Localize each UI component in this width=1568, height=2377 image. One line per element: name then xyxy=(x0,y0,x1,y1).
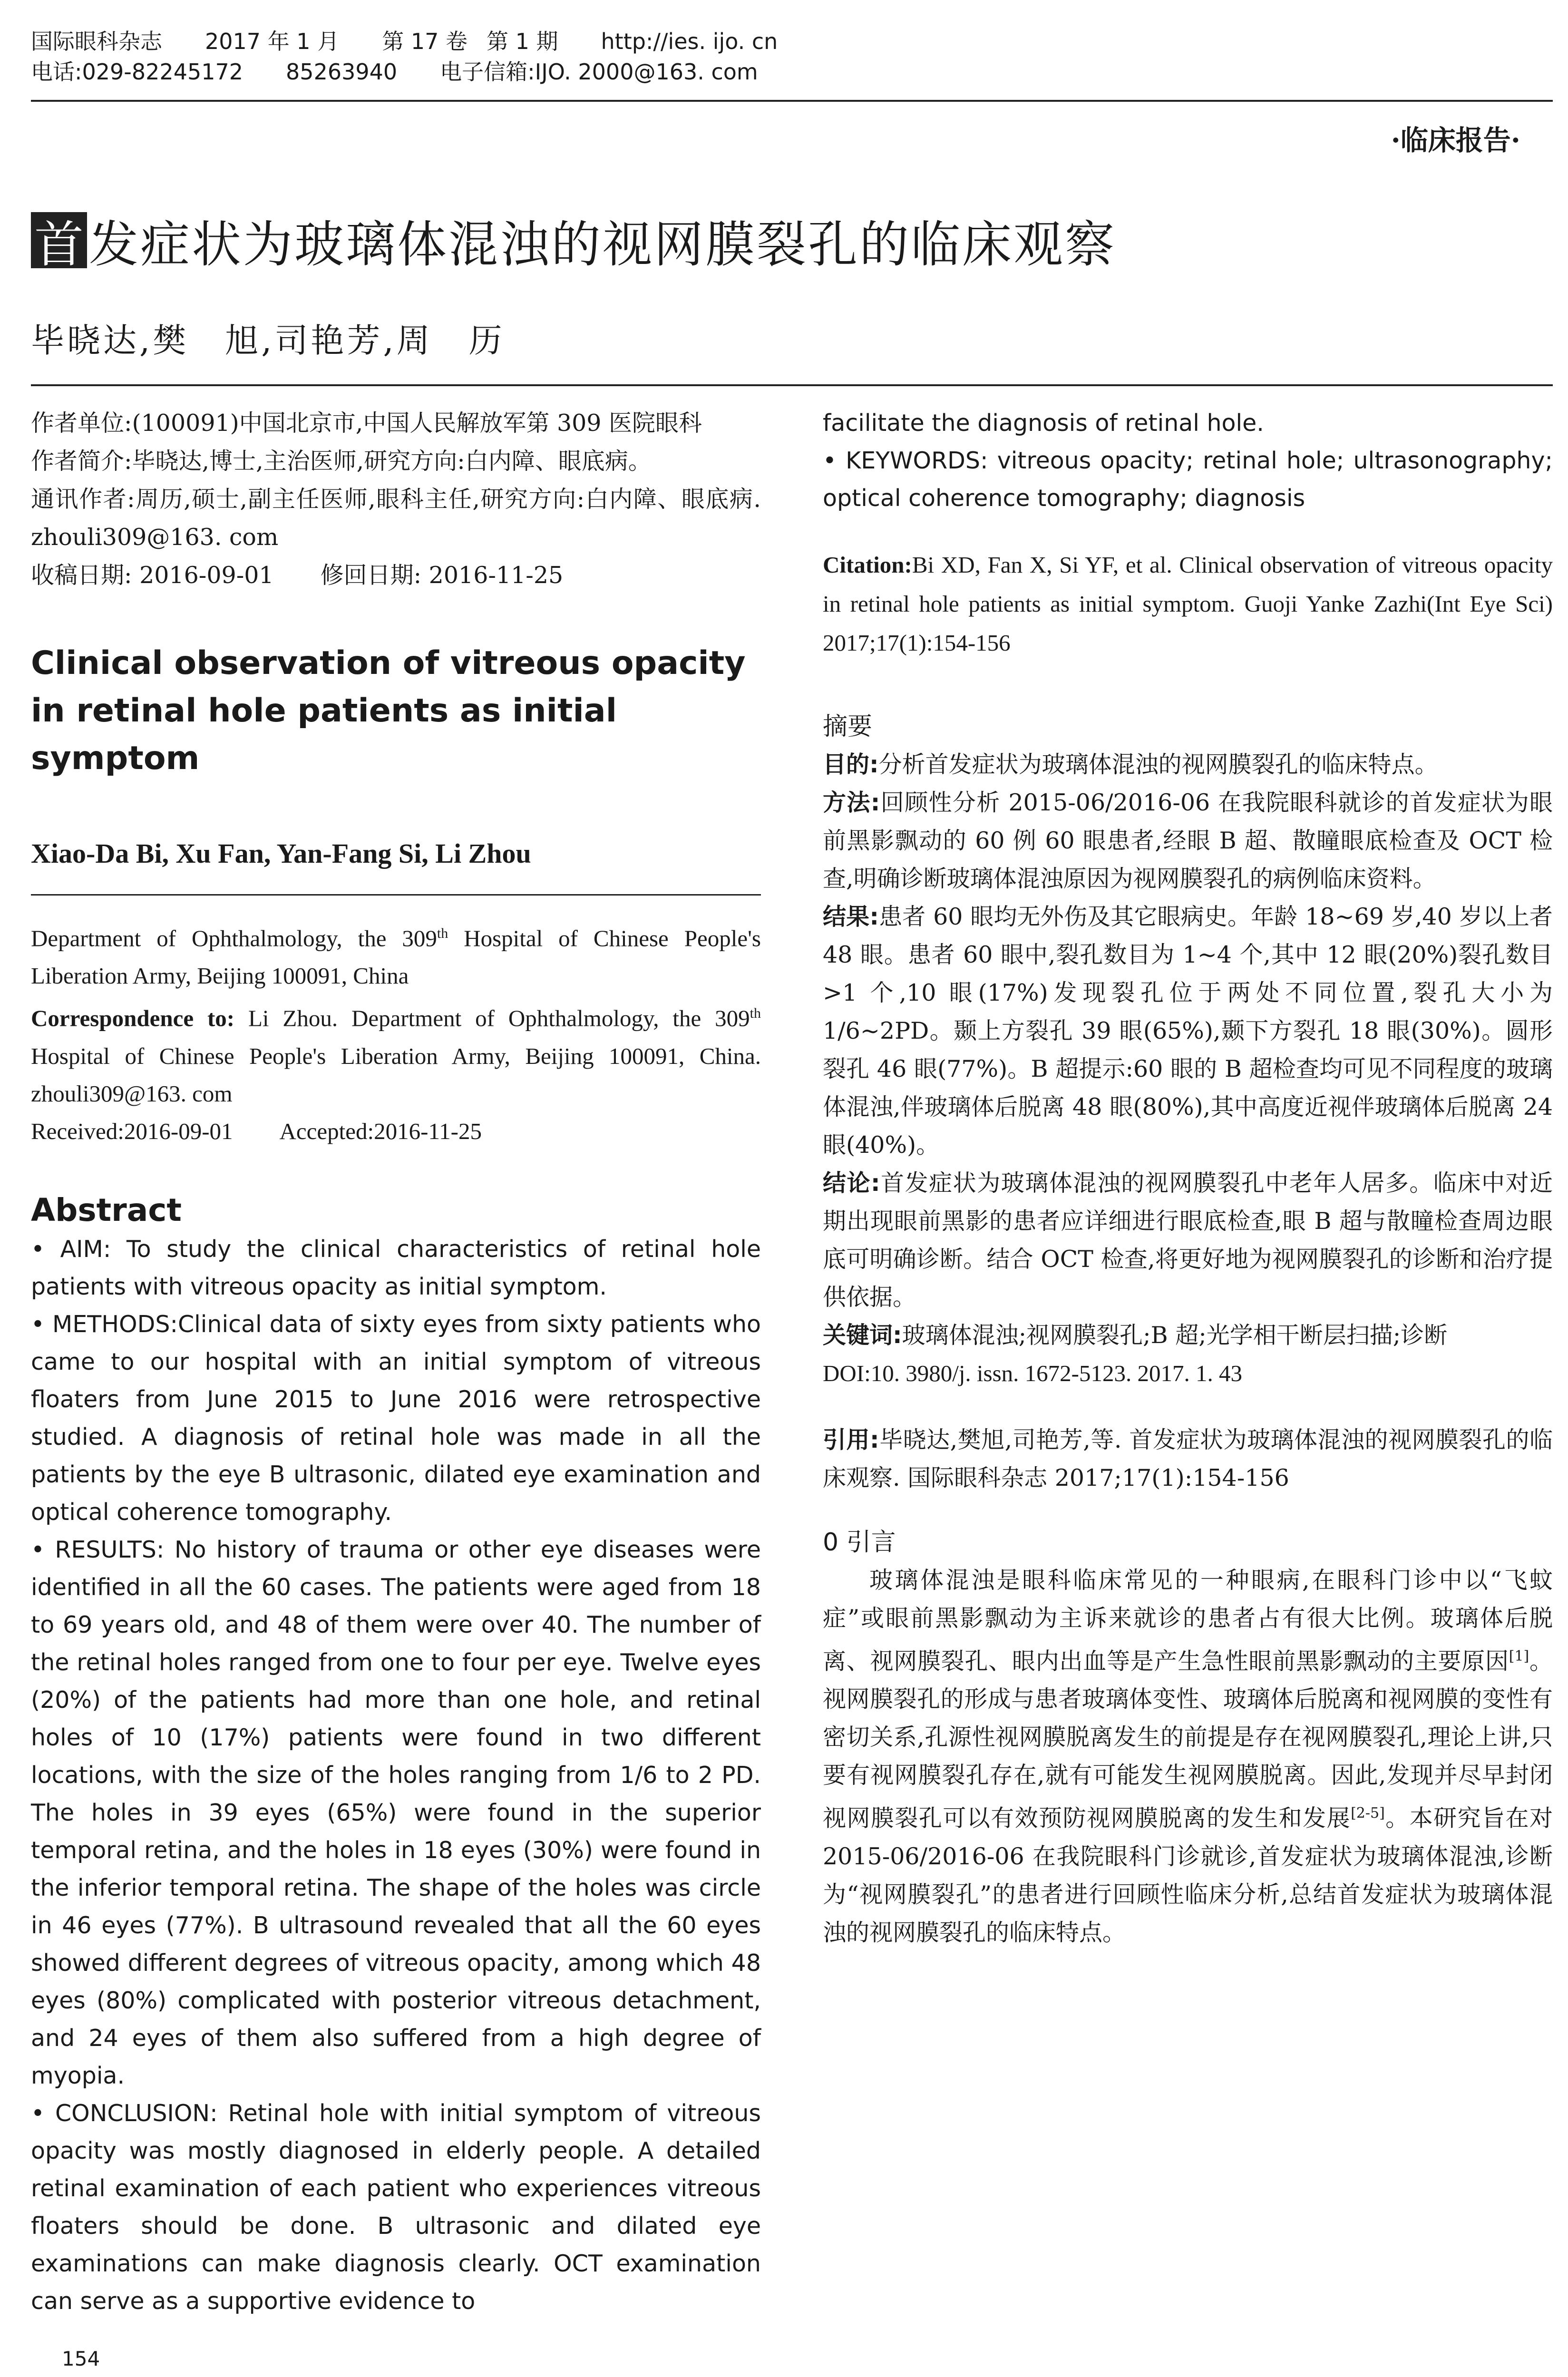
abstract-conclusion: • CONCLUSION: Retinal hole with initial symptom of vitreous opacity was mostly diagnosed in elderly people. A detailed retinal examination of each patient who experiences vitreous floaters should be done. B ultrasonic and dilated eye examinations can make diagnosis clearly. OCT examination can serve as a supportive evidence to xyxy=(31,2099,761,2315)
left-column xyxy=(31,404,761,2320)
journal-header xyxy=(31,26,1553,87)
abstract-en xyxy=(31,1230,761,2320)
cn-keywords xyxy=(823,1316,1553,1354)
abstract-results: • RESULTS: No history of trauma or other eye diseases were identified in all the 60 cases. The patients were aged from 18 to 69 years old, and 48 of them were over 40. The number of the retinal holes ranged from one to four per eye. Twelve eyes (20%) of the patients had more than one hole, and retinal holes of 10 (17%) patients were found in two different locations, with the size of the holes ranging from 1/6 to 2 PD. The holes in 39 eyes (65%) were found in the superior temporal retina, and the holes in 18 eyes (30%) were found in the inferior temporal retina. The shape of the holes was circle in 46 eyes (77%). B ultrasound revealed that all the 60 eyes showed different degrees of vitreous opacity, among which 48 eyes (80%) complicated with posterior vitreous detachment, and 24 eyes of them also suffered from a high degree of myopia. xyxy=(31,1536,761,2089)
intro-text-1: 玻璃体混浊是眼科临床常见的一种眼病,在眼科门诊中以“飞蚊症”或眼前黑影飘动为主诉来就诊的患者占有很大比例。玻璃体后脱离、视网膜裂孔、眼内出血等是产生急性眼前黑影飘动的主要原因 xyxy=(823,1567,1553,1675)
cn-methods xyxy=(823,784,1553,898)
phone-2: 85263940 xyxy=(286,59,398,85)
page-title xyxy=(31,205,1116,276)
header-line-1 xyxy=(31,26,1553,57)
abstract-heading: Abstract xyxy=(31,1191,182,1228)
abstract-cn-heading: 摘要 xyxy=(823,712,873,741)
corr-text-1: Li Zhou. Department of Ophthalmology, the 309 xyxy=(234,1005,750,1032)
authors-cn: 毕晓达,樊 旭,司艳芳,周 历 xyxy=(31,321,505,360)
cn-aim-label: 目的: xyxy=(823,751,879,778)
issue-number: 第 1 期 xyxy=(486,29,558,54)
cn-methods-label: 方法: xyxy=(823,789,880,816)
abstract-cn xyxy=(823,746,1553,1497)
page-number: 154 xyxy=(62,2347,100,2370)
author-bio: 作者简介:毕晓达,博士,主治医师,研究方向:白内障、眼底病。 xyxy=(31,448,652,475)
cn-results-text: 患者 60 眼均无外伤及其它眼病史。年龄 18~69 岁,40 岁以上者 48 眼。患者 60 眼中,裂孔数目为 1~4 个,其中 12 眼(20%)裂孔数目>1 个,10 眼(17%)发现裂孔位于两处不同位置,裂孔大小为 1/6~2PD。颞上方裂孔 39 眼(65%),颞下方裂孔 18 眼(30%)。圆形裂孔 46 眼(77%)。B 超提示:60 眼的 B 超检查均可见不同程度的玻璃体混浊,伴玻璃体后脱离 48 眼(80%),其中高度近视伴玻璃体后脱离 24 眼(40%)。 xyxy=(823,903,1553,1159)
right-column xyxy=(823,404,1553,1952)
intro-text-2: 。视网膜裂孔的形成与患者玻璃体变性、玻璃体后脱离和视网膜的变性有密切关系,孔源性视网膜脱离发生的前提是存在视网膜裂孔,理论上讲,只要有视网膜裂孔存在,就有可能发生视网膜脱离。因此,发现并尽早封闭视网膜裂孔可以有效预防视网膜脱离的发生和发展 xyxy=(823,1647,1553,1832)
dept-text-2: Hospital of Chinese People's Liberation Army, Beijing 100091, China xyxy=(31,925,761,989)
cn-conclusion-label: 结论: xyxy=(823,1169,880,1197)
intro-paragraph xyxy=(823,1561,1553,1952)
intro-heading: 0 引言 xyxy=(823,1528,896,1557)
cn-results xyxy=(823,898,1553,1164)
cn-citation-label: 引用: xyxy=(823,1426,879,1453)
cn-citation xyxy=(823,1421,1553,1497)
title-divider xyxy=(31,384,1553,386)
keywords-en: • KEYWORDS: vitreous opacity; retinal hole; ultrasonography; optical coherence tomography; diagnosis xyxy=(823,447,1553,512)
corresponding-author: 通讯作者:周历,硕士,副主任医师,眼科主任,研究方向:白内障、眼底病. zhouli309@163. com xyxy=(31,486,761,551)
citation-en xyxy=(823,546,1553,662)
phone: 电话:029-82245172 xyxy=(31,59,243,85)
received-dates: 收稿日期: 2016-09-01 修回日期: 2016-11-25 xyxy=(31,562,564,589)
english-authors: Xiao-Da Bi, Xu Fan, Yan-Fang Si, Li Zhou xyxy=(31,838,531,869)
affiliation: 作者单位:(100091)中国北京市,中国人民解放军第 309 医院眼科 xyxy=(31,409,702,437)
abstract-continued: facilitate the diagnosis of retinal hole. xyxy=(823,409,1264,437)
cn-methods-text: 回顾性分析 2015-06/2016-06 在我院眼科就诊的首发症状为眼前黑影飘动的 60 例 60 眼患者,经眼 B 超、散瞳眼底检查及 OCT 检查,明确诊断玻璃体混浊原因为视网膜裂孔的病例临床资料。 xyxy=(823,789,1553,892)
corr-sup: th xyxy=(750,1005,761,1022)
citation-text: Bi XD, Fan X, Si YF, et al. Clinical observation of vitreous opacity in retinal hole patients as initial symptom. Guoji Yanke Zazhi(Int Eye Sci) 2017;17(1):154-156 xyxy=(823,552,1553,656)
intro-text-3: 。本研究旨在对 2015-06/2016-06 在我院眼科门诊就诊,首发症状为玻璃体混浊,诊断为“视网膜裂孔”的患者进行回顾性临床分析,总结首发症状为玻璃体混浊的视网膜裂孔的临床特点。 xyxy=(823,1804,1553,1946)
issue-date: 2017 年 1 月 xyxy=(205,29,340,54)
journal-name: 国际眼科杂志 xyxy=(31,29,162,54)
doi: DOI:10. 3980/j. issn. 1672-5123. 2017. 1. 43 xyxy=(823,1360,1242,1386)
title-first-char: 首 xyxy=(31,212,87,268)
cn-conclusion-text: 首发症状为玻璃体混浊的视网膜裂孔中老年人居多。临床中对近期出现眼前黑影的患者应详细进行眼底检查,眼 B 超与散瞳检查周边眼底可明确诊断。结合 OCT 检查,将更好地为视网膜裂孔的诊断和治疗提供依据。 xyxy=(823,1169,1553,1311)
cn-conclusion xyxy=(823,1164,1553,1316)
correspondence xyxy=(31,994,761,1112)
cn-citation-text: 毕晓达,樊旭,司艳芳,等. 首发症状为玻璃体混浊的视网膜裂孔的临床观察. 国际眼科杂志 2017;17(1):154-156 xyxy=(823,1426,1553,1491)
intro-ref-1[interactable]: [1] xyxy=(1509,1648,1529,1665)
abstract-aim: • AIM: To study the clinical characteristics of retinal hole patients with vitreous opacity as initial symptom. xyxy=(31,1235,761,1300)
cn-keywords-label: 关键词: xyxy=(823,1322,902,1349)
title-text: 发症状为玻璃体混浊的视网膜裂孔的临床观察 xyxy=(89,215,1117,273)
abstract-methods: • METHODS:Clinical data of sixty eyes from sixty patients who came to our hospital with an initial symptom of vitreous floaters from June 2015 to June 2016 were retrospective studied. A diagnosis of retinal hole was made in all the patients by the eye B ultrasonic, dilated eye examination and optical coherence tomography. xyxy=(31,1310,761,1526)
email[interactable]: 电子信箱:IJO. 2000@163. com xyxy=(440,59,758,85)
cn-results-label: 结果: xyxy=(823,903,879,930)
dept-text-1: Department of Ophthalmology, the 309 xyxy=(31,925,437,952)
cn-aim xyxy=(823,746,1553,784)
english-title: Clinical observation of vitreous opacity in retinal hole patients as initial symptom xyxy=(31,644,746,777)
section-label: ·临床报告· xyxy=(1391,124,1520,156)
volume: 第 17 卷 xyxy=(382,29,467,54)
author-divider xyxy=(31,894,761,896)
header-line-2 xyxy=(31,57,1553,87)
department xyxy=(31,915,761,994)
cn-aim-text: 分析首发症状为玻璃体混浊的视网膜裂孔的临床特点。 xyxy=(878,751,1438,778)
header-divider xyxy=(31,100,1553,102)
citation-label: Citation: xyxy=(823,552,912,578)
journal-url[interactable]: http://ies. ijo. cn xyxy=(601,29,778,54)
intro-ref-2[interactable]: [2-5] xyxy=(1351,1805,1385,1822)
corr-text-2: Hospital of Chinese People's Liberation Army, Beijing 100091, China. zhouli309@163. com xyxy=(31,1042,761,1107)
cn-keywords-text: 玻璃体混浊;视网膜裂孔;B 超;光学相干断层扫描;诊断 xyxy=(902,1322,1448,1349)
corr-label: Correspondence to: xyxy=(31,1005,235,1032)
dept-sup: th xyxy=(437,925,448,941)
received-en: Received:2016-09-01 Accepted:2016-11-25 xyxy=(31,1118,482,1144)
